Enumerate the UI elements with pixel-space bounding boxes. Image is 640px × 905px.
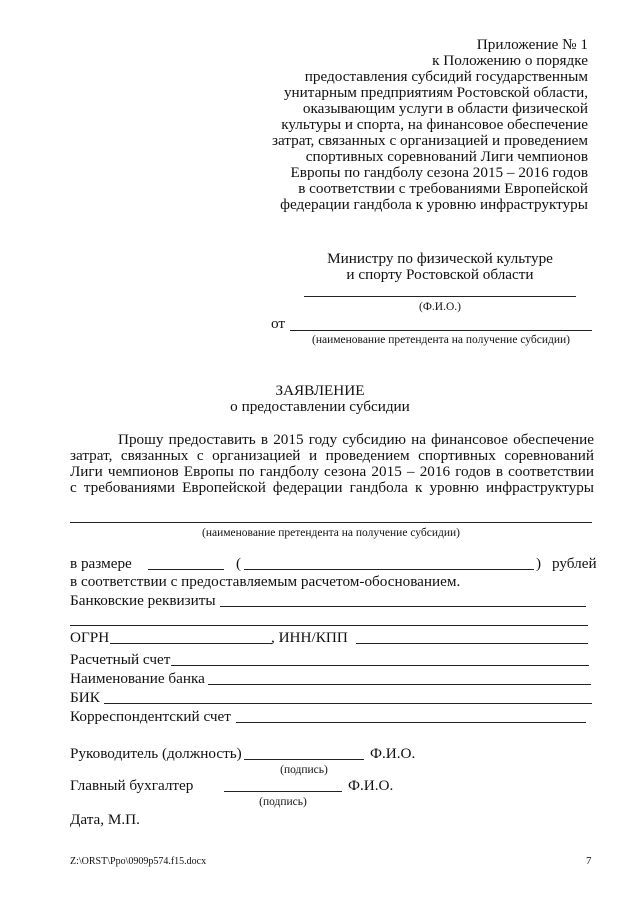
appendix-line: Европы по гандболу сезона 2015 – 2016 годов bbox=[290, 164, 588, 181]
account-line bbox=[171, 665, 589, 666]
amount-unit: рублей bbox=[552, 555, 597, 572]
body-line: Лиги чемпионов Европы по гандболу сезона 2015 – 2016 годов в соответствии bbox=[70, 463, 594, 480]
body-line: затрат, связанных с организацией и проведением спортивных соревнований bbox=[70, 447, 594, 464]
appendix-line: к Положению о порядке bbox=[432, 52, 588, 69]
applicant-line bbox=[290, 330, 592, 331]
applicant-name-line bbox=[70, 522, 592, 523]
appendix-line: затрат, связанных с организацией и проведением bbox=[271, 132, 588, 149]
addressee-line-2: и спорту Ростовской области bbox=[346, 266, 534, 283]
calc-text: в соответствии с предоставляемым расчетом-обоснованием. bbox=[70, 573, 461, 590]
applicant-name-caption: (наименование претендента на получение субсидии) bbox=[202, 527, 460, 539]
footer-path: Z:\ORST\Ppo\0909p574.f15.docx bbox=[70, 856, 207, 867]
appendix-line: федерации гандбола к уровню инфраструктуры bbox=[280, 196, 588, 213]
body-paragraph bbox=[70, 432, 594, 496]
corr-account-line bbox=[236, 722, 586, 723]
bank-details-line-2 bbox=[70, 625, 588, 626]
corr-account-label: Корреспондентский счет bbox=[70, 708, 231, 725]
from-label: от bbox=[271, 315, 286, 332]
document-title: ЗАЯВЛЕНИЕ bbox=[275, 382, 365, 399]
accountant-fio: Ф.И.О. bbox=[348, 777, 394, 794]
bank-name-label: Наименование банка bbox=[70, 670, 205, 687]
accountant-signature-caption: (подпись) bbox=[259, 796, 307, 808]
amount-label: в размере bbox=[70, 555, 132, 572]
bank-details-line bbox=[220, 606, 586, 607]
bank-name-line bbox=[208, 684, 591, 685]
fio-line bbox=[304, 296, 576, 297]
head-signature-caption: (подпись) bbox=[280, 764, 328, 776]
account-label: Расчетный счет bbox=[70, 651, 171, 668]
bik-line bbox=[104, 703, 592, 704]
document-subtitle: о предоставлении субсидии bbox=[230, 398, 410, 415]
appendix-line: Приложение № 1 bbox=[476, 36, 588, 53]
addressee-line-1: Министру по физической культуре bbox=[327, 250, 553, 267]
date-stamp-label: Дата, М.П. bbox=[70, 811, 140, 828]
ogrn-label: ОГРН bbox=[70, 629, 110, 646]
head-fio: Ф.И.О. bbox=[370, 745, 416, 762]
bank-details-label: Банковские реквизиты bbox=[70, 592, 216, 609]
fio-caption: (Ф.И.О.) bbox=[419, 301, 461, 313]
inn-kpp-label: , ИНН/КПП bbox=[271, 629, 348, 646]
inn-kpp-line bbox=[356, 643, 588, 644]
amount-open-paren: ( bbox=[236, 555, 242, 572]
bik-label: БИК bbox=[70, 689, 100, 706]
head-label: Руководитель (должность) bbox=[70, 745, 242, 762]
body-line: с требованиями Европейской федерации гандбола к уровню инфраструктуры bbox=[70, 479, 594, 496]
appendix-line: спортивных соревнований Лиги чемпионов bbox=[305, 148, 588, 165]
head-signature-line bbox=[244, 759, 364, 760]
appendix-line: в соответствии с требованиями Европейской bbox=[298, 180, 588, 197]
appendix-line: предоставления субсидий государственным bbox=[304, 68, 588, 85]
amount-words-line bbox=[244, 569, 534, 570]
appendix-line: унитарным предприятиям Ростовской области, bbox=[283, 84, 588, 101]
appendix-line: культуры и спорта, на финансовое обеспечение bbox=[281, 116, 588, 133]
body-line: Прошу предоставить в 2015 году субсидию на финансовое обеспечение bbox=[118, 431, 594, 448]
accountant-signature-line bbox=[224, 791, 342, 792]
amount-digits-line bbox=[148, 569, 224, 570]
appendix-line: оказывающим услуги в области физической bbox=[302, 100, 588, 117]
page-number: 7 bbox=[586, 855, 592, 867]
accountant-label: Главный бухгалтер bbox=[70, 777, 194, 794]
applicant-caption: (наименование претендента на получение субсидии) bbox=[312, 334, 570, 346]
ogrn-line bbox=[110, 643, 272, 644]
amount-close-paren: ) bbox=[536, 555, 542, 572]
